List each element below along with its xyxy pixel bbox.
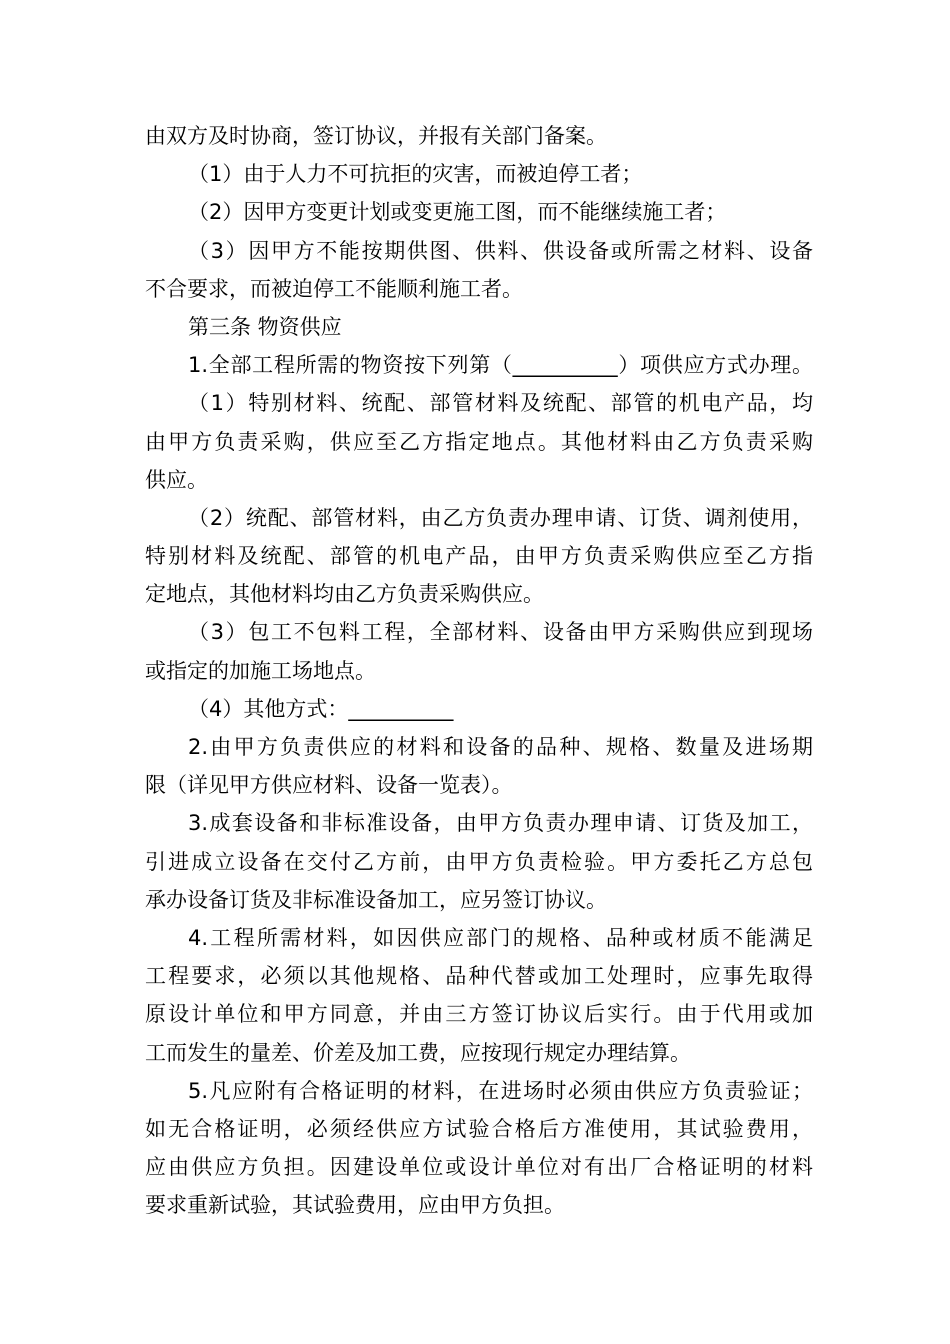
text-line: 应由供应方负担。因建设单位或设计单位对有出厂合格证明的材料 [145, 1155, 813, 1180]
text-line: （2）统配、部管材料，由乙方负责办理申请、订货、调剂使用， [188, 505, 813, 530]
text-line: （3）因甲方不能按期供图、供料、供设备或所需之材料、设备 [188, 238, 813, 263]
text-line: 限（详见甲方供应材料、设备一览表）。 [145, 773, 513, 798]
text-line: 定地点，其他材料均由乙方负责采购供应。 [145, 582, 544, 607]
text-line: 要求重新试验，其试验费用，应由甲方负担。 [145, 1193, 565, 1218]
text-line: 供应。 [145, 467, 208, 492]
text-line: （2）因甲方变更计划或变更施工图，而不能继续施工者； [188, 200, 727, 225]
text-line: 工程要求，必须以其他规格、品种代替或加工处理时，应事先取得 [145, 964, 813, 989]
text-line: 1.全部工程所需的物资按下列第（__________）项供应方式办理。 [188, 353, 813, 378]
text-line: 不合要求，而被迫停工不能顺利施工者。 [145, 276, 523, 301]
text-line: 承办设备订货及非标准设备加工，应另签订协议。 [145, 887, 607, 912]
text-line: 4.工程所需材料，如因供应部门的规格、品种或材质不能满足 [188, 925, 813, 950]
text-line: 工而发生的量差、价差及加工费，应按现行规定办理结算。 [145, 1040, 691, 1065]
text-line: 由双方及时协商，签订协议，并报有关部门备案。 [145, 124, 607, 148]
text-line: 5.凡应附有合格证明的材料，在进场时必须由供应方负责验证； [188, 1078, 813, 1103]
text-line: （1）由于人力不可抗拒的灾害，而被迫停工者； [188, 162, 643, 187]
text-line: （1）特别材料、统配、部管材料及统配、部管的机电产品，均 [188, 391, 813, 416]
section-heading: 第三条 物资供应 [188, 314, 342, 339]
text-line: 如无合格证明，必须经供应方试验合格后方准使用，其试验费用， [145, 1116, 813, 1141]
text-line: 或指定的加施工场地点。 [145, 658, 376, 683]
text-line: 3.成套设备和非标准设备，由甲方负责办理申请、订货及加工， [188, 811, 813, 836]
text-line: 特别材料及统配、部管的机电产品，由甲方负责采购供应至乙方指 [145, 544, 813, 569]
document-body [145, 117, 813, 1224]
text-line: 2.由甲方负责供应的材料和设备的品种、规格、数量及进场期 [188, 735, 813, 759]
text-line: （4）其他方式：__________ [188, 696, 454, 721]
text-line: 由甲方负责采购，供应至乙方指定地点。其他材料由乙方负责采购 [145, 429, 813, 454]
text-line: 引进成立设备在交付乙方前，由甲方负责检验。甲方委托乙方总包 [145, 849, 813, 874]
text-line: （3）包工不包料工程，全部材料、设备由甲方采购供应到现场 [188, 620, 813, 645]
text-line: 原设计单位和甲方同意，并由三方签订协议后实行。由于代用或加 [145, 1002, 813, 1027]
